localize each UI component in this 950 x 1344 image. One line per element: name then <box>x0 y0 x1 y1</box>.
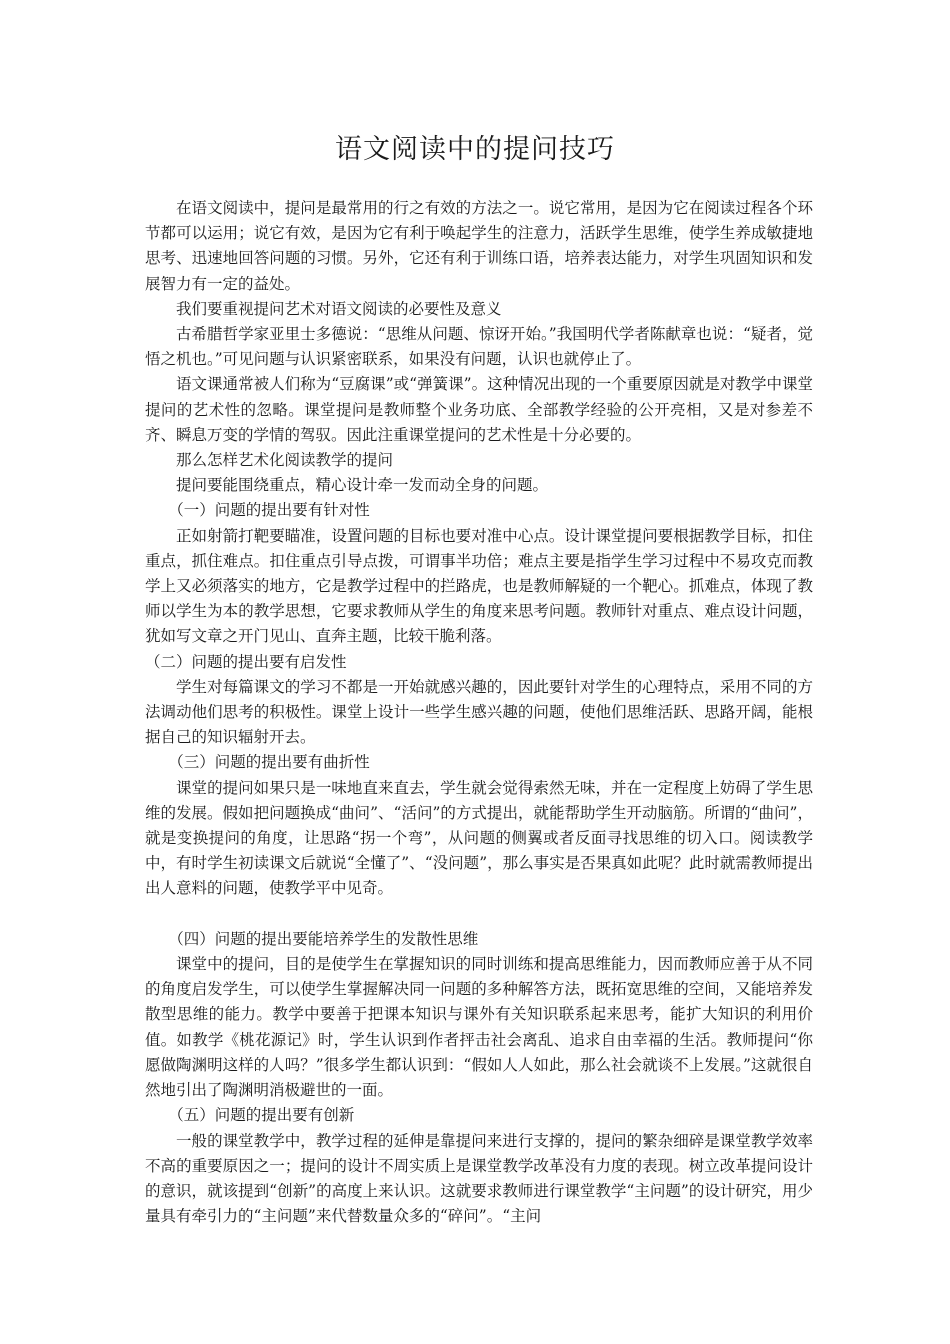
section-heading: （一）问题的提出要有针对性 <box>168 501 370 520</box>
paragraph: 语文课通常被人们称为“豆腐课”或“弹簧课”。这种情况出现的一个重要原因就是对教学中课堂提问的艺术性的忽略。课堂提问是教师整个业务功底、全部教学经验的公开亮相，又是对参差不齐、瞬息万变的学情的驾驭。因此注重课堂提问的艺术性是十分必要的。 <box>145 375 813 444</box>
paragraph: 课堂的提问如果只是一味地直来直去，学生就会觉得索然无味，并在一定程度上妨碍了学生思维的发展。假如把问题换成“曲问”、“活问”的方式提出，就能帮助学生开动脑筋。所谓的“曲问”，就是变换提问的角度，让思路“拐一个弯”，从问题的侧翼或者反面寻找思维的切入口。阅读教学中，有时学生初读课文后就说“全懂了”、“没问题”，那么事实是否果真如此呢？此时就需教师提出出人意料的问题，使教学平中见奇。 <box>145 778 813 898</box>
paragraph: 正如射箭打靶要瞄准，设置问题的目标也要对准中心点。设计课堂提问要根据教学目标，扣住重点，抓住难点。扣住重点引导点拨，可谓事半功倍；难点主要是指学生学习过程中不易攻克而教学上又必须落实的地方，它是教学过程中的拦路虎，也是教师解疑的一个靶心。抓难点，体现了教师以学生为本的教学思想，它要求教师从学生的角度来思考问题。教师针对重点、难点设计问题，犹如写文章之开门见山、直奔主题，比较干脆利落。 <box>145 526 813 646</box>
paragraph: 古希腊哲学家亚里士多德说：“思维从问题、惊讶开始。”我国明代学者陈献章也说：“疑者，觉悟之机也。”可见问题与认识紧密联系，如果没有问题，认识也就停止了。 <box>145 325 813 369</box>
paragraph: 一般的课堂教学中，教学过程的延伸是靠提问来进行支撑的，提问的繁杂细碎是课堂教学效率不高的重要原因之一；提问的设计不周实质上是课堂教学改革没有力度的表现。树立改革提问设计的意识，就该提到“创新”的高度上来认识。这就要求教师进行课堂教学“主问题”的设计研究，用少量具有牵引力的“主问题”来代替数量众多的“碎问”。“主问 <box>145 1131 813 1226</box>
paragraph: 那么怎样艺术化阅读教学的提问 <box>176 451 394 470</box>
paragraph: 学生对每篇课文的学习不都是一开始就感兴趣的，因此要针对学生的心理特点，采用不同的方法调动他们思考的积极性。课堂上设计一些学生感兴趣的问题，使他们思维活跃、思路开阔，能根据自己的知识辐射开去。 <box>145 677 813 747</box>
paragraph: 在语文阅读中，提问是最常用的行之有效的方法之一。说它常用，是因为它在阅读过程各个环节都可以运用；说它有效，是因为它有利于唤起学生的注意力，活跃学生思维，使学生养成敏捷地思考、迅速地回答问题的习惯。另外，它还有利于训练口语，培养表达能力，对学生巩固知识和发展智力有一定的益处。 <box>145 199 813 293</box>
section-heading: （四）问题的提出要能培养学生的发散性思维 <box>168 929 479 948</box>
paragraph: 我们要重视提问艺术对语文阅读的必要性及意义 <box>176 299 502 318</box>
blank-line <box>145 902 813 927</box>
section-heading: （二）问题的提出要有启发性 <box>145 652 347 671</box>
document-title: 语文阅读中的提问技巧 <box>335 134 615 165</box>
paragraph: 提问要能围绕重点，精心设计牵一发而动全身的问题。 <box>176 476 549 495</box>
paragraph: 课堂中的提问，目的是使学生在掌握知识的同时训练和提高思维能力，因而教师应善于从不同的角度启发学生，可以使学生掌握解决同一问题的多种解答方法，既拓宽思维的空间，又能培养发散型思维的能力。教学中要善于把课本知识与课外有关知识联系起来思考，能扩大知识的利用价值。如教学《桃花源记》时，学生认识到作者抨击社会离乱、追求自由幸福的生活。教师提问“你愿做陶渊明这样的人吗？”很多学生都认识到：“假如人人如此，那么社会就谈不上发展。”这就很自然地引出了陶渊明消极避世的一面。 <box>145 955 813 1100</box>
document-body <box>145 196 813 1229</box>
section-heading: （五）问题的提出要有创新 <box>168 1106 355 1125</box>
section-heading: （三）问题的提出要有曲折性 <box>168 753 370 772</box>
